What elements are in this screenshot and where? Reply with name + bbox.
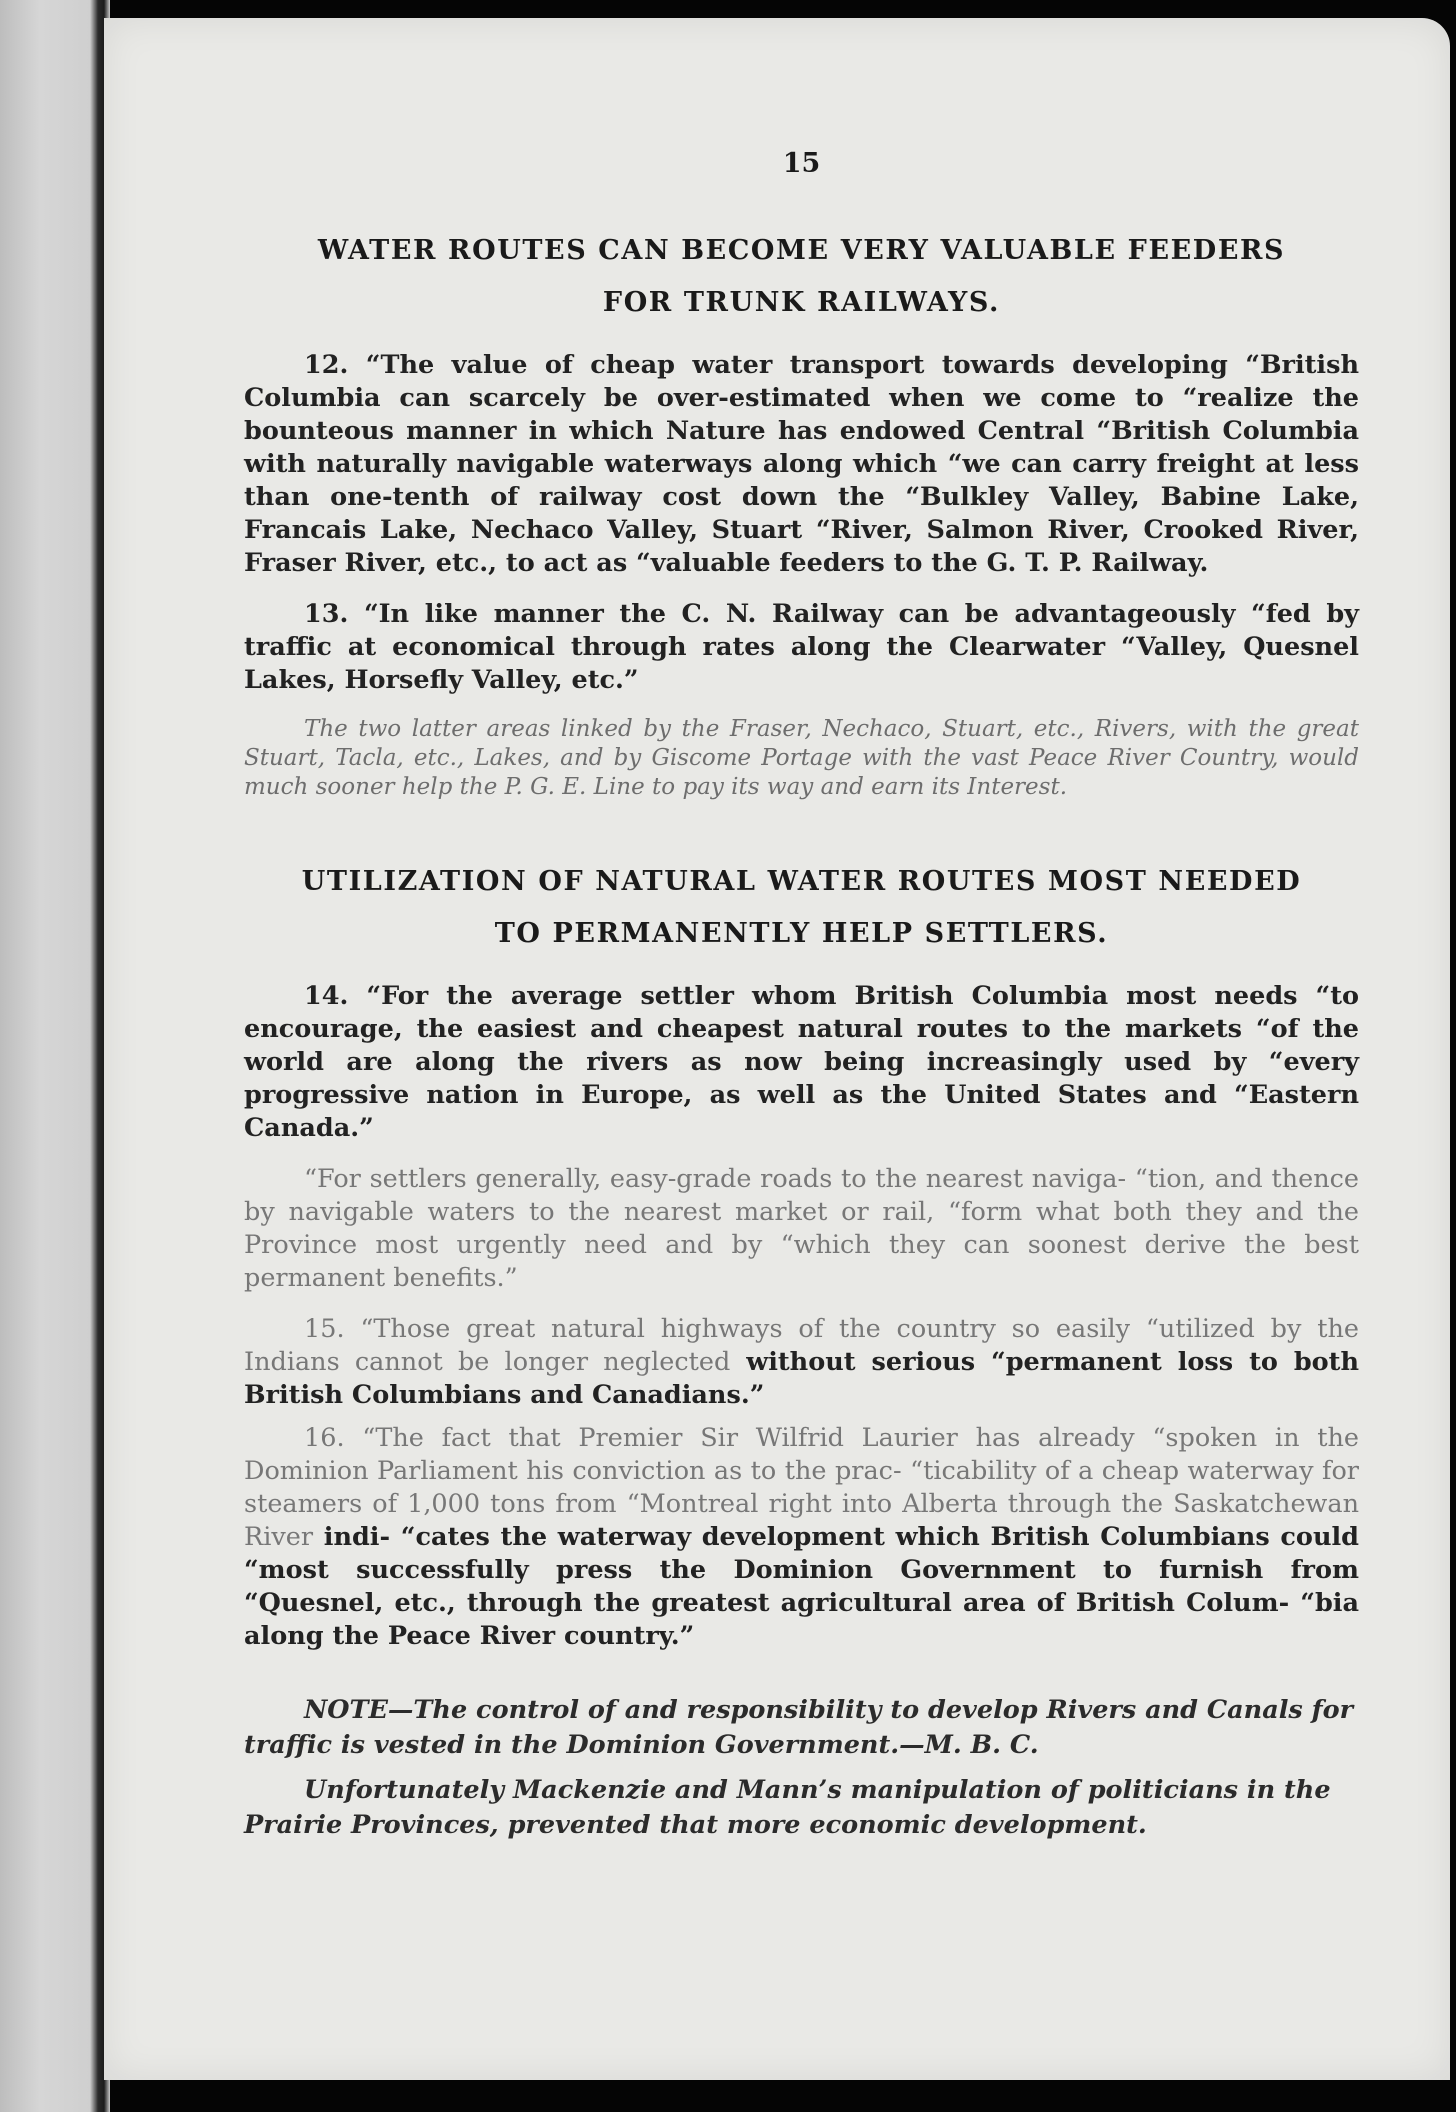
paragraph-14-continued: “For settlers generally, easy-grade roads to the nearest naviga- “tion, and thence by navigable waters to the nearest market or rail, “form what both they and the Province most urgently need and by “which they can soonest derive the best permanent benefits.”	[244, 1164, 1359, 1293]
paragraph-15-bold-text: without serious “permanent loss to both British Columbians and Canadians.”	[244, 1347, 1359, 1410]
editorial-note	[244, 1693, 1359, 1843]
book-page	[104, 18, 1450, 2080]
paragraph-16-bold-text: indi- “cates the waterway development which British Columbians could “most successfully press the Dominion Government to furnish from “Quesnel, etc., through the greatest agricultural area of British Colum- “bia along the Peace River country.”	[244, 1522, 1359, 1651]
section-heading-water-routes	[244, 225, 1359, 329]
paragraph-13: 13. “In like manner the C. N. Railway can be advantageously “fed by traffic at economical through rates along the Clearwater “Valley, Quesnel Lakes, Horsefly Valley, etc.”	[244, 599, 1359, 695]
heading-line: FOR TRUNK RAILWAYS.	[602, 287, 1001, 318]
heading-line: UTILIZATION OF NATURAL WATER ROUTES MOST NEEDED	[301, 866, 1302, 897]
section-heading-utilization	[244, 856, 1359, 960]
paragraph-15-faded-text: 15. “Those great natural highways of the country so easily “utilized by the Indians cannot be longer neglected	[244, 1314, 1359, 1377]
page-content	[244, 148, 1359, 1853]
paragraph-16	[244, 1422, 1359, 1653]
italic-commentary: The two latter areas linked by the Fraser, Nechaco, Stuart, etc., Rivers, with the great Stuart, Tacla, etc., Lakes, and by Giscome Portage with the vast Peace River Country, would much sooner help the P. G. E. Line to pay its way and earn its Interest.	[244, 716, 1359, 800]
book-spine	[0, 0, 110, 2112]
heading-line: TO PERMANENTLY HELP SETTLERS.	[494, 918, 1109, 949]
paragraph-12: 12. “The value of cheap water transport towards developing “British Columbia can scarcely be over-estimated when we come to “realize the bounteous manner in which Nature has endowed Central “British Columbia with naturally navigable waterways along which “we can carry freight at less than one-tenth of railway cost down the “Bulkley Valley, Babine Lake, Francais Lake, Nechaco Valley, Stuart “River, Salmon River, Crooked River, Fraser River, etc., to act as “valuable feeders to the G. T. P. Railway.	[244, 350, 1359, 578]
note-line: Unfortunately Mackenzie and Mann’s manipulation of politicians in the Prairie Provinces, prevented that more economic development.	[244, 1775, 1331, 1840]
paragraph-14: 14. “For the average settler whom British Columbia most needs “to encourage, the easiest and cheapest natural routes to the markets “of the world are along the rivers as now being increasingly used by “every progressive nation in Europe, as well as the United States and “Eastern Canada.”	[244, 981, 1359, 1143]
paragraph-15	[244, 1313, 1359, 1412]
page-number: 15	[782, 148, 821, 179]
heading-line: WATER ROUTES CAN BECOME VERY VALUABLE FEEDERS	[317, 235, 1286, 266]
note-line: NOTE—The control of and responsibility to develop Rivers and Canals for traffic is vested in the Dominion Government.—M. B. C.	[244, 1695, 1354, 1760]
paragraph-16-faded-text: 16. “The fact that Premier Sir Wilfrid Laurier has already “spoken in the Dominion Parliament his conviction as to the prac- “ticability of a cheap waterway for steamers of 1,000 tons from “Montreal right into Alberta through the Saskatchewan River	[244, 1423, 1359, 1552]
